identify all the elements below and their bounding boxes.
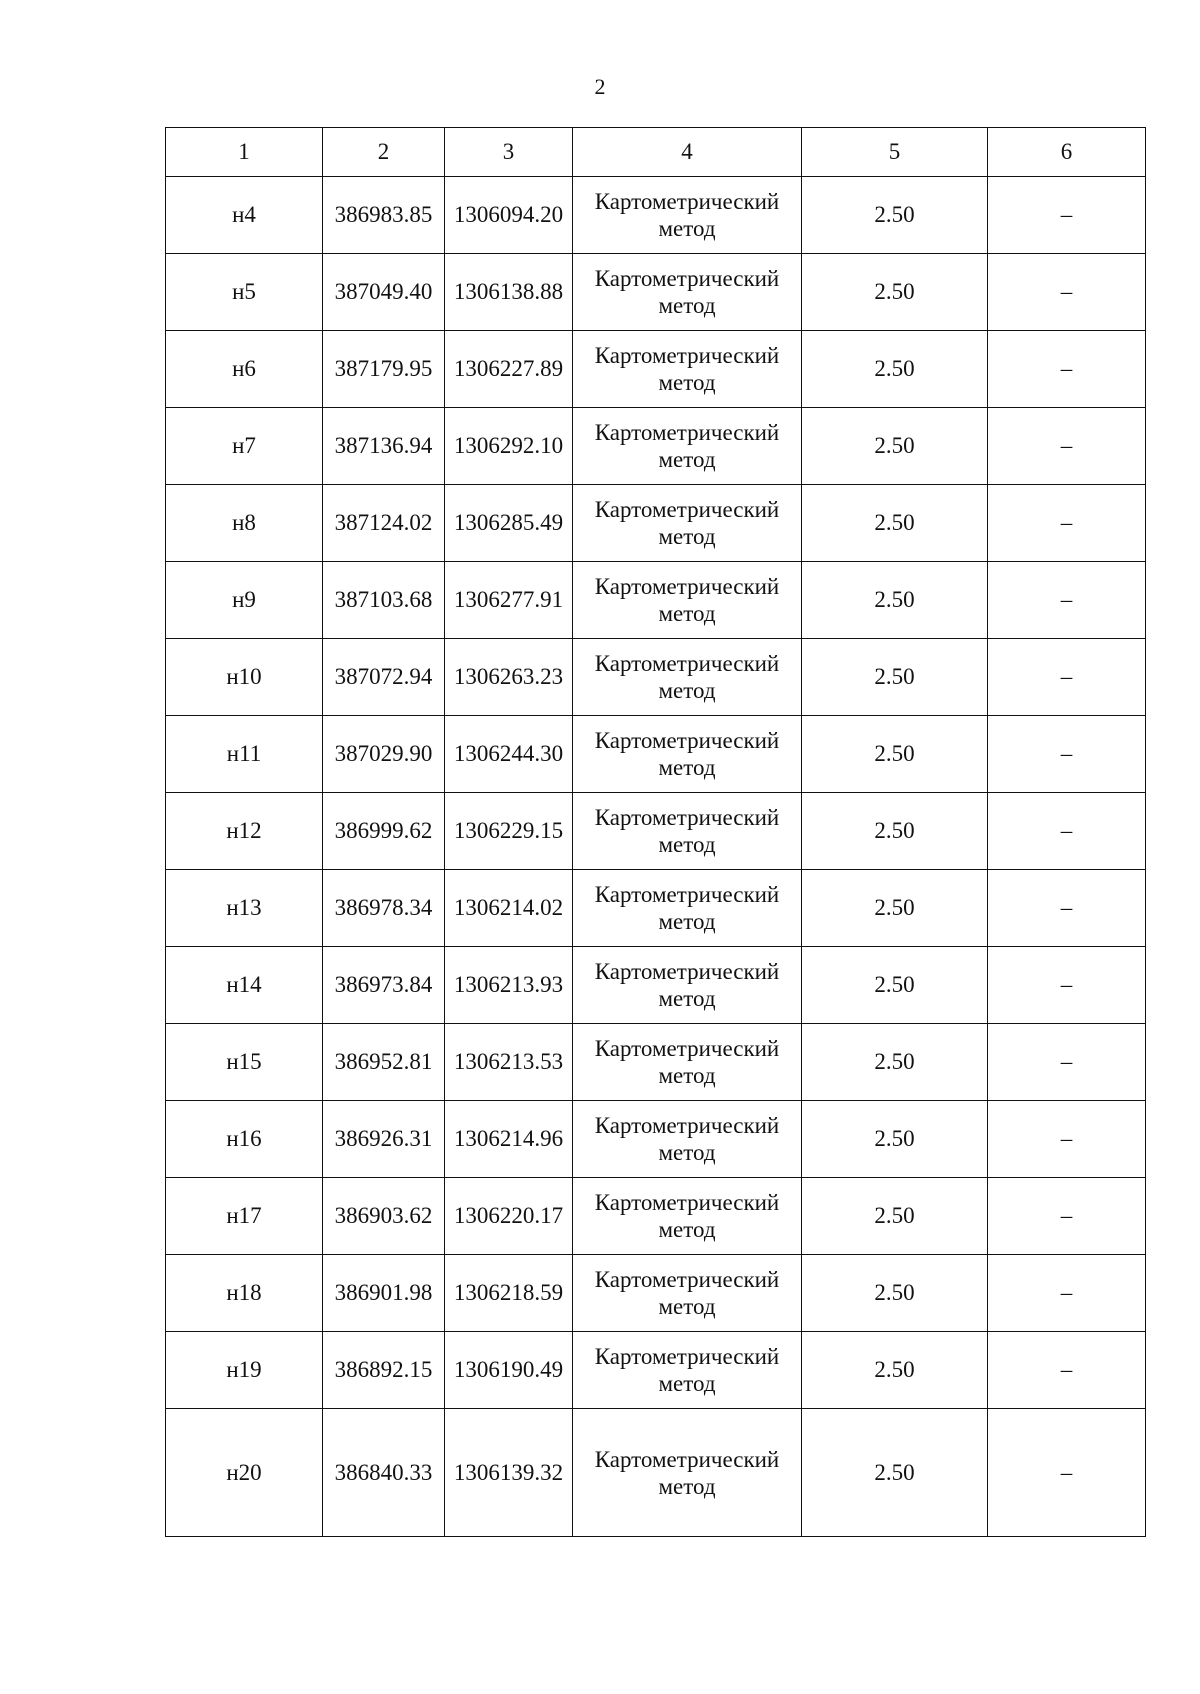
method-text: Картометрический [594,651,780,676]
method-cell [573,1101,802,1178]
table-row [166,331,1146,408]
method-text: метод [658,678,716,703]
accuracy-cell: 2.50 [802,1409,988,1537]
accuracy-cell: 2.50 [802,793,988,870]
x-coordinate-cell: 386926.31 [323,1101,445,1178]
note-cell: – [988,408,1146,485]
method-text: Картометрический [594,882,780,907]
note-cell: – [988,947,1146,1024]
y-coordinate-cell: 1306263.23 [445,639,573,716]
method-text: Картометрический [594,574,780,599]
accuracy-cell: 2.50 [802,562,988,639]
x-coordinate-cell: 387049.40 [323,254,445,331]
method-cell [573,254,802,331]
method-text: метод [658,1063,716,1088]
note-cell: – [988,1332,1146,1409]
method-text: метод [658,1217,716,1242]
point-cell: н18 [166,1255,323,1332]
method-text: метод [658,293,716,318]
method-text: метод [658,1140,716,1165]
method-text: Картометрический [594,1190,780,1215]
y-coordinate-cell: 1306139.32 [445,1409,573,1537]
method-text: Картометрический [594,189,780,214]
table-row [166,947,1146,1024]
y-coordinate-cell: 1306227.89 [445,331,573,408]
method-text: метод [658,909,716,934]
y-coordinate-cell: 1306218.59 [445,1255,573,1332]
point-cell: н10 [166,639,323,716]
note-cell: – [988,254,1146,331]
point-cell: н17 [166,1178,323,1255]
note-cell: – [988,177,1146,254]
method-cell [573,947,802,1024]
accuracy-cell: 2.50 [802,947,988,1024]
column-header-4: 4 [573,128,802,177]
method-text: Картометрический [594,1267,780,1292]
method-cell [573,177,802,254]
accuracy-cell: 2.50 [802,408,988,485]
method-text: метод [658,601,716,626]
method-cell [573,1409,802,1537]
accuracy-cell: 2.50 [802,639,988,716]
point-cell: н8 [166,485,323,562]
note-cell: – [988,716,1146,793]
method-text: Картометрический [594,420,780,445]
page-number: 2 [594,74,606,99]
table-row [166,1024,1146,1101]
x-coordinate-cell: 387179.95 [323,331,445,408]
y-coordinate-cell: 1306292.10 [445,408,573,485]
coordinates-table [165,127,1146,1537]
note-cell: – [988,485,1146,562]
method-text: метод [658,216,716,241]
accuracy-cell: 2.50 [802,1332,988,1409]
note-cell: – [988,870,1146,947]
table-header [166,128,1146,177]
y-coordinate-cell: 1306213.53 [445,1024,573,1101]
x-coordinate-cell: 387029.90 [323,716,445,793]
method-text: Картометрический [594,1036,780,1061]
table-row [166,1101,1146,1178]
method-text: Картометрический [594,1446,780,1472]
table-row [166,793,1146,870]
header-row [166,128,1146,177]
method-cell [573,639,802,716]
x-coordinate-cell: 387124.02 [323,485,445,562]
y-coordinate-cell: 1306214.96 [445,1101,573,1178]
y-coordinate-cell: 1306138.88 [445,254,573,331]
point-cell: н15 [166,1024,323,1101]
x-coordinate-cell: 386892.15 [323,1332,445,1409]
accuracy-cell: 2.50 [802,1178,988,1255]
accuracy-cell: 2.50 [802,1024,988,1101]
accuracy-cell: 2.50 [802,1101,988,1178]
note-cell: – [988,1178,1146,1255]
note-cell: – [988,1024,1146,1101]
column-header-2: 2 [323,128,445,177]
table-row [166,1255,1146,1332]
column-header-3: 3 [445,128,573,177]
x-coordinate-cell: 386983.85 [323,177,445,254]
table-row [166,1332,1146,1409]
x-coordinate-cell: 386999.62 [323,793,445,870]
method-text: Картометрический [594,343,780,368]
note-cell: – [988,1255,1146,1332]
note-cell: – [988,639,1146,716]
note-cell: – [988,793,1146,870]
y-coordinate-cell: 1306244.30 [445,716,573,793]
point-cell: н9 [166,562,323,639]
x-coordinate-cell: 386840.33 [323,1409,445,1537]
y-coordinate-cell: 1306214.02 [445,870,573,947]
accuracy-cell: 2.50 [802,1255,988,1332]
y-coordinate-cell: 1306277.91 [445,562,573,639]
accuracy-cell: 2.50 [802,254,988,331]
column-header-6: 6 [988,128,1146,177]
x-coordinate-cell: 387136.94 [323,408,445,485]
table-row [166,177,1146,254]
table-row [166,562,1146,639]
method-text: метод [658,447,716,472]
method-cell [573,562,802,639]
method-cell [573,1332,802,1409]
y-coordinate-cell: 1306213.93 [445,947,573,1024]
method-text: Картометрический [594,805,780,830]
table-row [166,408,1146,485]
point-cell: н5 [166,254,323,331]
table-row [166,254,1146,331]
method-cell [573,408,802,485]
point-cell: н7 [166,408,323,485]
table-row [166,716,1146,793]
point-cell: н16 [166,1101,323,1178]
method-text: метод [658,1294,716,1319]
point-cell: н4 [166,177,323,254]
x-coordinate-cell: 387072.94 [323,639,445,716]
method-text: метод [658,370,716,395]
x-coordinate-cell: 386901.98 [323,1255,445,1332]
x-coordinate-cell: 386903.62 [323,1178,445,1255]
method-cell [573,793,802,870]
method-text: Картометрический [594,959,780,984]
x-coordinate-cell: 386978.34 [323,870,445,947]
method-text: Картометрический [594,1344,780,1369]
table-body [166,177,1146,1537]
method-text: Картометрический [594,1113,780,1138]
column-header-1: 1 [166,128,323,177]
x-coordinate-cell: 386952.81 [323,1024,445,1101]
accuracy-cell: 2.50 [802,331,988,408]
method-cell [573,1178,802,1255]
point-cell: н12 [166,793,323,870]
method-text: Картометрический [594,497,780,522]
table-row [166,1409,1146,1537]
table-row [166,1178,1146,1255]
method-text: метод [658,986,716,1011]
method-text: метод [658,832,716,857]
method-text: Картометрический [594,728,780,753]
point-cell: н20 [166,1409,323,1537]
method-cell [573,1255,802,1332]
y-coordinate-cell: 1306229.15 [445,793,573,870]
accuracy-cell: 2.50 [802,870,988,947]
method-cell [573,485,802,562]
note-cell: – [988,1409,1146,1537]
accuracy-cell: 2.50 [802,716,988,793]
y-coordinate-cell: 1306220.17 [445,1178,573,1255]
point-cell: н11 [166,716,323,793]
method-cell [573,331,802,408]
accuracy-cell: 2.50 [802,177,988,254]
method-cell [573,716,802,793]
method-text: метод [658,755,716,780]
y-coordinate-cell: 1306094.20 [445,177,573,254]
table-row [166,485,1146,562]
note-cell: – [988,562,1146,639]
point-cell: н6 [166,331,323,408]
y-coordinate-cell: 1306190.49 [445,1332,573,1409]
note-cell: – [988,1101,1146,1178]
method-cell [573,1024,802,1101]
method-text: метод [658,524,716,549]
method-text: метод [658,1371,716,1396]
point-cell: н13 [166,870,323,947]
point-cell: н19 [166,1332,323,1409]
method-text: Картометрический [594,266,780,291]
x-coordinate-cell: 386973.84 [323,947,445,1024]
x-coordinate-cell: 387103.68 [323,562,445,639]
y-coordinate-cell: 1306285.49 [445,485,573,562]
table-row [166,870,1146,947]
point-cell: н14 [166,947,323,1024]
method-cell [573,870,802,947]
accuracy-cell: 2.50 [802,485,988,562]
note-cell: – [988,331,1146,408]
table-row [166,639,1146,716]
column-header-5: 5 [802,128,988,177]
method-text: метод [658,1473,716,1499]
